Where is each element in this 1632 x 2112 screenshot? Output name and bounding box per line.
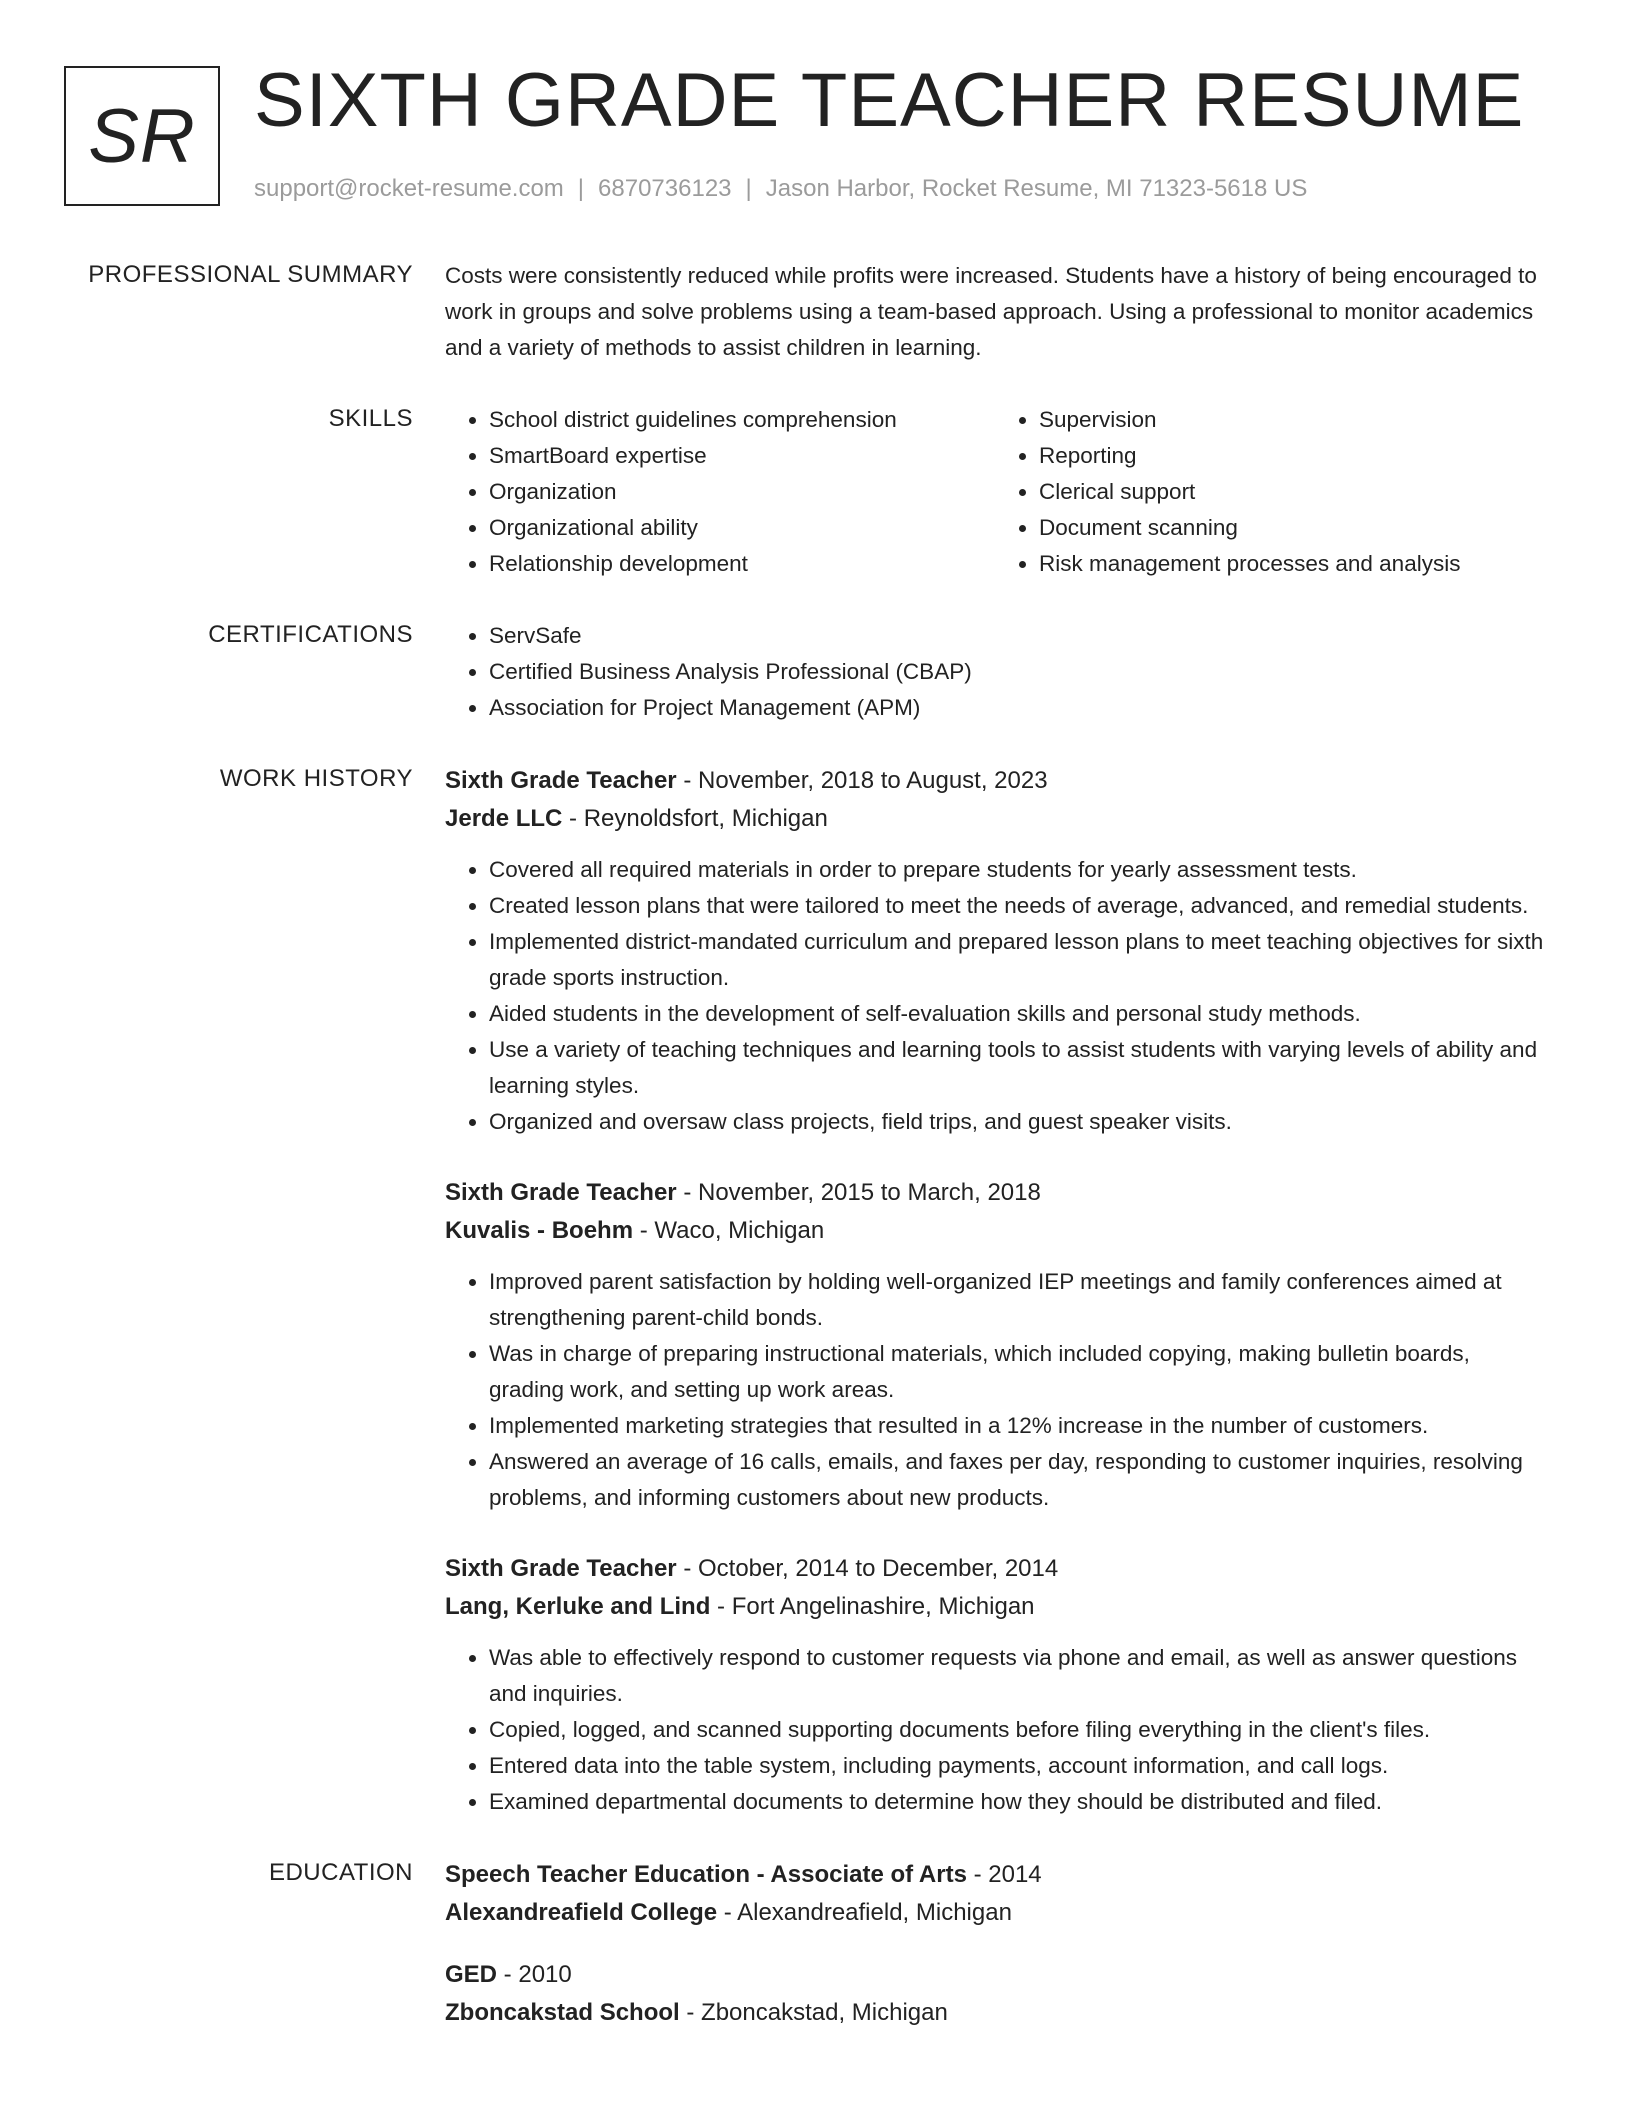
job-company: Jerde LLC xyxy=(445,805,563,832)
job-bullets xyxy=(445,852,1545,1140)
section-work-history xyxy=(0,762,1632,1820)
job-bullet: • Entered data into the table system, including payments, account information, and call logs. xyxy=(489,1748,1545,1784)
education-school-line xyxy=(445,1894,1545,1932)
education-school: Alexandreafield College xyxy=(445,1899,718,1926)
job-bullet: • Answered an average of 16 calls, emails, and faxes per day, responding to customer inquiries, resolving problems, and informing customers about new products. xyxy=(489,1444,1545,1516)
job-bullet: • Was in charge of preparing instructional materials, which included copying, making bulletin boards, grading work, and setting up work areas. xyxy=(489,1336,1545,1408)
education-degree: Speech Teacher Education - Associate of Arts xyxy=(445,1861,967,1888)
job-bullet: • Implemented marketing strategies that resulted in a 12% increase in the number of customers. xyxy=(489,1408,1545,1444)
section-label-skills: SKILLS xyxy=(328,405,413,432)
job-dates: - October, 2014 to December, 2014 xyxy=(676,1555,1059,1582)
job-company-line xyxy=(445,800,1545,838)
job-dates: - November, 2018 to August, 2023 xyxy=(676,767,1048,794)
section-certifications xyxy=(0,618,1632,726)
education-year: - 2010 xyxy=(497,1961,572,1988)
education-school-line xyxy=(445,1994,1545,2032)
certification-item: • ServSafe xyxy=(489,618,1545,654)
resume-content xyxy=(0,258,1632,2092)
job-bullet: • Improved parent satisfaction by holding well-organized IEP meetings and family conferences aimed at strengthening parent-child bonds. xyxy=(489,1264,1545,1336)
section-label-work-history: WORK HISTORY xyxy=(219,765,413,792)
education-school: Zboncakstad School xyxy=(445,1999,680,2026)
skill-item: • Clerical support xyxy=(1039,474,1545,510)
job-bullet: • Examined departmental documents to determine how they should be distributed and filed. xyxy=(489,1784,1545,1820)
certifications-list xyxy=(445,618,1545,726)
section-summary xyxy=(0,258,1632,366)
job-bullet: • Aided students in the development of self-evaluation skills and personal study methods. xyxy=(489,996,1545,1032)
job-bullet: • Implemented district-mandated curriculum and prepared lesson plans to meet teaching objectives for sixth grade sports instruction. xyxy=(489,924,1545,996)
job-company-line xyxy=(445,1588,1545,1626)
job-location: - Waco, Michigan xyxy=(633,1217,825,1244)
job-company: Kuvalis - Boehm xyxy=(445,1217,634,1244)
job-bullets xyxy=(445,1640,1545,1820)
job-role: Sixth Grade Teacher xyxy=(445,1555,677,1582)
job-entry xyxy=(445,762,1545,1140)
monogram-initials: SR xyxy=(88,93,196,179)
job-role: Sixth Grade Teacher xyxy=(445,767,677,794)
monogram-logo xyxy=(64,66,220,206)
job-entry xyxy=(445,1550,1545,1820)
contact-email[interactable]: support@rocket-resume.com xyxy=(254,175,564,202)
education-year: - 2014 xyxy=(966,1861,1042,1888)
education-degree-line xyxy=(445,1856,1545,1894)
section-label-education: EDUCATION xyxy=(268,1859,413,1886)
contact-separator: | xyxy=(577,175,585,202)
job-bullet: • Created lesson plans that were tailored to meet the needs of average, advanced, and remedial students. xyxy=(489,888,1545,924)
job-company: Lang, Kerluke and Lind xyxy=(445,1593,711,1620)
skill-item: • Supervision xyxy=(1039,402,1545,438)
skill-item: • School district guidelines comprehension xyxy=(489,402,995,438)
job-bullet: • Was able to effectively respond to customer requests via phone and email, as well as answer questions and inquiries. xyxy=(489,1640,1545,1712)
section-education xyxy=(0,1856,1632,2056)
job-title-line xyxy=(445,1174,1545,1212)
resume-title: SIXTH GRADE TEACHER RESUME xyxy=(254,58,1525,143)
skill-item: • Organization xyxy=(489,474,995,510)
contact-address: Jason Harbor, Rocket Resume, MI 71323-5618 US xyxy=(765,175,1308,202)
summary-text: Costs were consistently reduced while profits were increased. Students have a history of being encouraged to work in groups and solve problems using a team-based approach. Using a professional to monitor academics and a variety of methods to assist children in learning. xyxy=(445,263,1537,360)
job-company-line xyxy=(445,1212,1545,1250)
job-entry xyxy=(445,1174,1545,1516)
job-role: Sixth Grade Teacher xyxy=(445,1179,677,1206)
skills-list-right xyxy=(995,402,1545,582)
skill-item: • Risk management processes and analysis xyxy=(1039,546,1545,582)
education-location: - Zboncakstad, Michigan xyxy=(679,1999,948,2026)
skill-item: • Document scanning xyxy=(1039,510,1545,546)
certification-item: • Certified Business Analysis Professional (CBAP) xyxy=(489,654,1545,690)
education-degree-line xyxy=(445,1956,1545,1994)
contact-separator: | xyxy=(745,175,752,202)
job-title-line xyxy=(445,1550,1545,1588)
education-entry xyxy=(445,1856,1545,1932)
skills-list-left xyxy=(445,402,995,582)
contact-line xyxy=(254,172,1307,206)
education-degree: GED xyxy=(445,1961,498,1988)
section-skills xyxy=(0,402,1632,582)
job-bullet: • Organized and oversaw class projects, field trips, and guest speaker visits. xyxy=(489,1104,1545,1140)
certification-item: • Association for Project Management (APM) xyxy=(489,690,1545,726)
job-bullet: • Use a variety of teaching techniques and learning tools to assist students with varying levels of ability and learning styles. xyxy=(489,1032,1545,1104)
skill-item: • SmartBoard expertise xyxy=(489,438,995,474)
job-bullet: • Covered all required materials in order to prepare students for yearly assessment tests. xyxy=(489,852,1545,888)
education-entry xyxy=(445,1956,1545,2032)
job-location: - Fort Angelinashire, Michigan xyxy=(710,1593,1035,1620)
job-location: - Reynoldsfort, Michigan xyxy=(562,805,828,832)
section-label-certifications: CERTIFICATIONS xyxy=(208,621,413,648)
skill-item: • Organizational ability xyxy=(489,510,995,546)
contact-phone[interactable]: 6870736123 xyxy=(598,175,732,202)
section-label-summary: PROFESSIONAL SUMMARY xyxy=(88,261,413,288)
skill-item: • Reporting xyxy=(1039,438,1545,474)
job-title-line xyxy=(445,762,1545,800)
job-bullets xyxy=(445,1264,1545,1516)
education-location: - Alexandreafield, Michigan xyxy=(717,1899,1012,1926)
job-dates: - November, 2015 to March, 2018 xyxy=(676,1179,1041,1206)
skill-item: • Relationship development xyxy=(489,546,995,582)
job-bullet: • Copied, logged, and scanned supporting documents before filing everything in the client's files. xyxy=(489,1712,1545,1748)
